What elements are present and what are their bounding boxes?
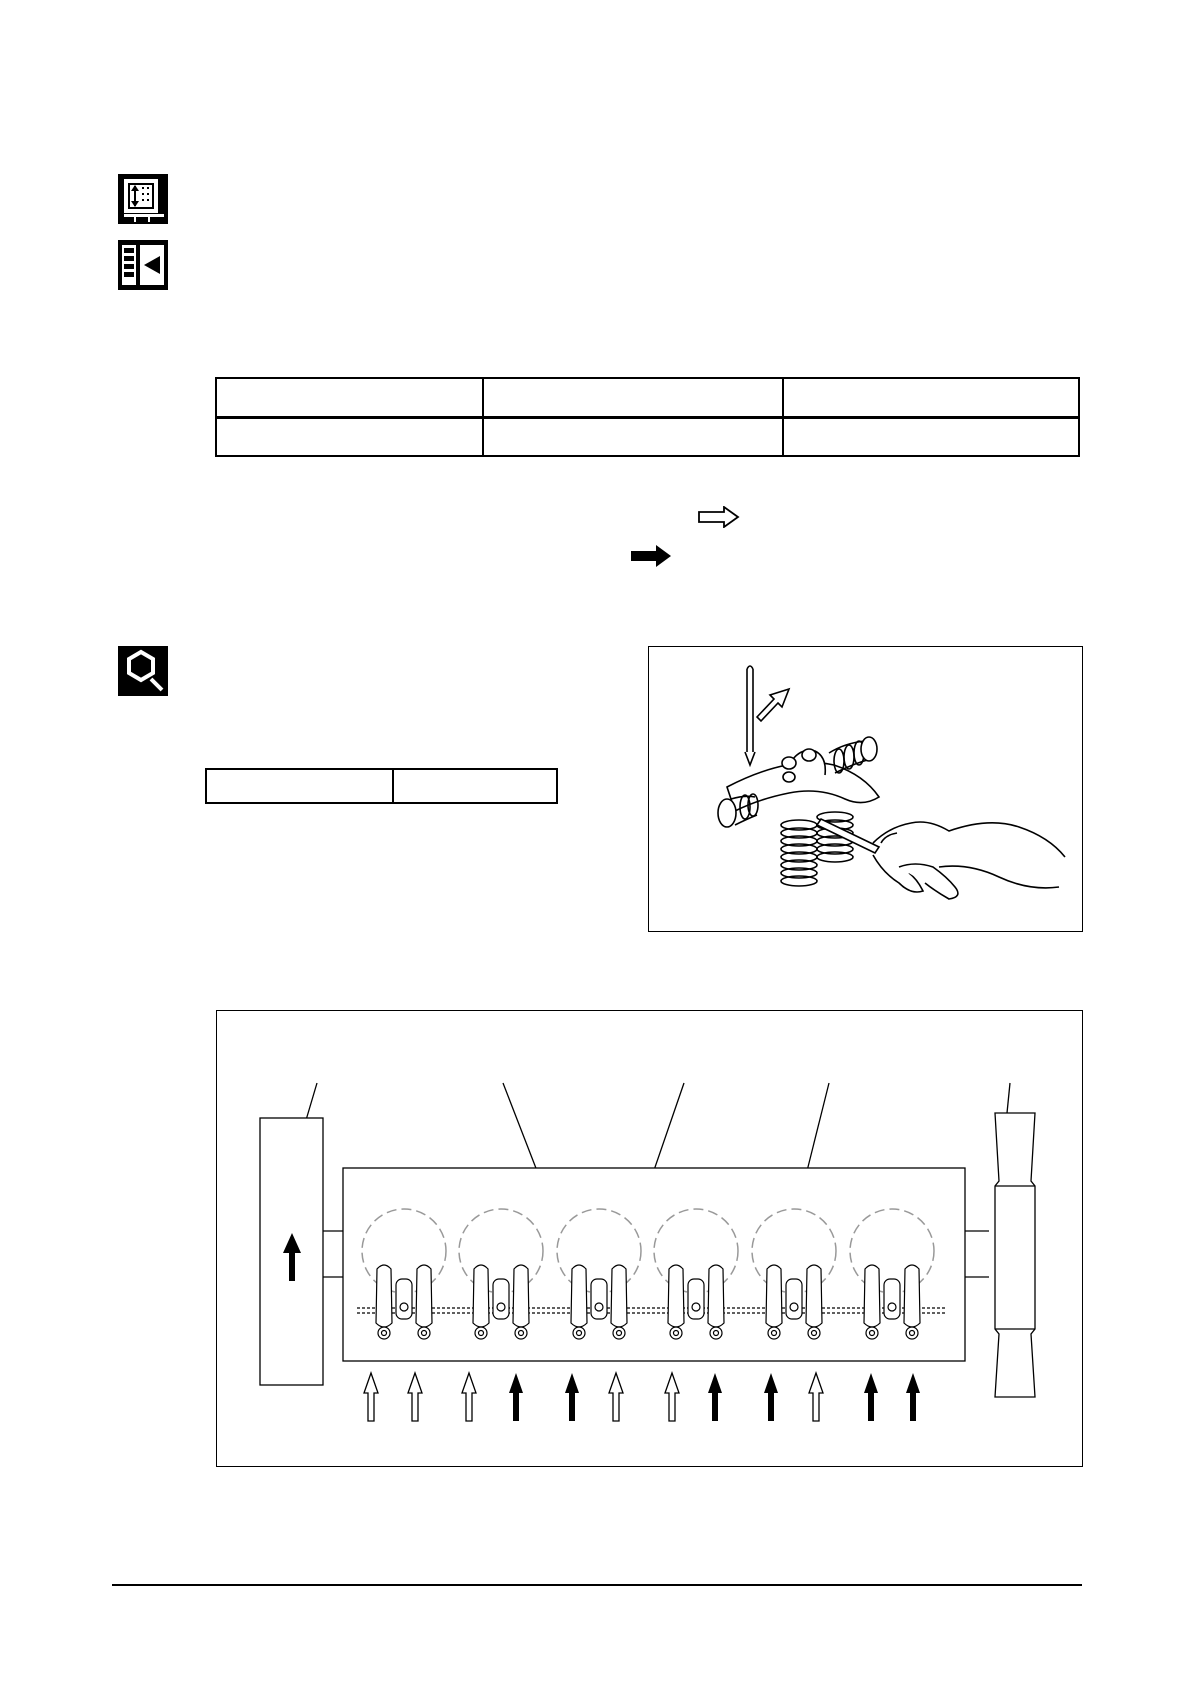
hollow-up-arrow-icon [462, 1373, 476, 1421]
solid-up-arrow-icon [864, 1373, 878, 1421]
solid-right-arrow-icon [630, 544, 672, 573]
hollow-right-arrow-icon [698, 506, 740, 533]
solid-up-arrow-icon [509, 1373, 523, 1421]
hollow-up-arrow-icon [408, 1373, 422, 1421]
cylinder-head-valve-layout-diagram [216, 1010, 1083, 1467]
spec-table-header-row [216, 378, 1079, 418]
hollow-up-arrow-icon [609, 1373, 623, 1421]
adjustment-tool-icon [118, 174, 168, 224]
hollow-up-arrow-icon [809, 1373, 823, 1421]
magnifier-hex-nut-icon [118, 646, 168, 696]
hollow-up-arrow-icon [364, 1373, 378, 1421]
spec-table-cell [216, 418, 483, 457]
solid-up-arrow-icon [708, 1373, 722, 1421]
gauge-table [205, 768, 558, 804]
spec-table-header-cell [216, 378, 483, 418]
solid-up-arrow-icon [764, 1373, 778, 1421]
spec-table [215, 377, 1080, 457]
solid-up-arrow-icon [906, 1373, 920, 1421]
spec-table-cell [483, 418, 783, 457]
gauge-table-cell [206, 769, 393, 803]
spec-table-header-cell [483, 378, 783, 418]
gauge-table-row [206, 769, 557, 803]
solid-up-arrow-icon [565, 1373, 579, 1421]
feeler-gauge-adjustment-illustration [648, 646, 1083, 932]
hollow-up-arrow-icon [665, 1373, 679, 1421]
specification-sheet-icon [118, 240, 168, 290]
spec-table-row [216, 418, 1079, 457]
spec-table-cell [783, 418, 1079, 457]
gauge-table-cell [393, 769, 557, 803]
spec-table-header-cell [783, 378, 1079, 418]
footer-rule [112, 1584, 1082, 1586]
